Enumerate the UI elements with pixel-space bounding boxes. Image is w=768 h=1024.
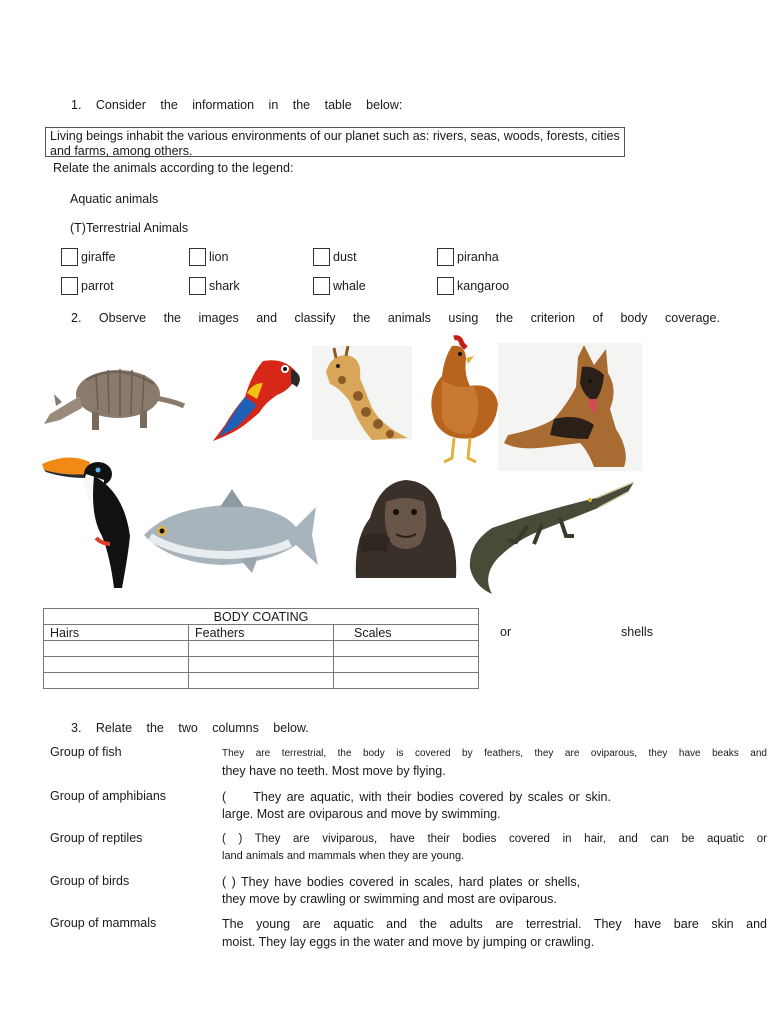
relate-instruction: Relate the animals according to the legend:	[53, 161, 294, 175]
description-1-line-2: they have no teeth. Most move by flying.	[222, 764, 446, 778]
checkbox-item[interactable]: parrot	[61, 277, 114, 295]
checkbox-item[interactable]: lion	[189, 248, 228, 266]
column-header-hairs: Hairs	[44, 625, 189, 641]
column-header-feathers: Feathers	[189, 625, 334, 641]
toucan-image	[38, 452, 138, 592]
question-1-title: 1. Consider the information in the table below:	[71, 98, 403, 112]
checkbox[interactable]	[61, 248, 78, 266]
group-mammals: Group of mammals	[50, 916, 157, 930]
description-1-line-1: They are terrestrial, the body is covered by feathers, they are oviparous, they have beaks and	[222, 748, 767, 759]
fish-image	[140, 485, 320, 575]
checkbox-item[interactable]: giraffe	[61, 248, 116, 266]
group-birds: Group of birds	[50, 874, 130, 888]
checkbox[interactable]	[189, 248, 206, 266]
chimpanzee-image	[350, 478, 460, 578]
checkbox-item[interactable]: kangaroo	[437, 277, 509, 295]
table-title: BODY COATING	[44, 609, 479, 625]
table-cell[interactable]	[334, 673, 479, 689]
description-4-line-1: ( ) They have bodies covered in scales, hard plates or shells,	[222, 875, 581, 889]
table-cell[interactable]	[189, 657, 334, 673]
chicken-image	[414, 334, 500, 464]
description-4-line-2: they move by crawling or swimming and most are oviparous.	[222, 892, 557, 906]
or-text: or	[500, 625, 512, 639]
checkbox[interactable]	[313, 277, 330, 295]
description-3-line-1: ( ) They are viviparous, have their bodies covered in hair, and can be aquatic or	[222, 833, 767, 845]
table-header-row	[44, 609, 479, 625]
group-reptiles: Group of reptiles	[50, 831, 143, 845]
checkbox[interactable]	[189, 277, 206, 295]
description-5-line-1: The young are aquatic and the adults are terrestrial. They have bare skin and	[222, 917, 767, 931]
table-cell[interactable]	[44, 673, 189, 689]
description-2-line-2: large. Most are oviparous and move by swimming.	[222, 807, 501, 821]
group-fish: Group of fish	[50, 745, 122, 759]
dog-image	[498, 343, 642, 471]
parrot-image	[205, 353, 305, 443]
checkbox-item[interactable]: whale	[313, 277, 366, 295]
description-2-line-1: ( They are aquatic, with their bodies covered by scales or skin.	[222, 790, 611, 804]
table-row	[44, 673, 479, 689]
table-cell[interactable]	[189, 673, 334, 689]
table-cell[interactable]	[189, 641, 334, 657]
table-row	[44, 641, 479, 657]
column-header-scales: Scales	[334, 625, 479, 641]
description-5-line-2: moist. They lay eggs in the water and move by jumping or crawling.	[222, 935, 595, 949]
group-amphibians: Group of amphibians	[50, 789, 167, 803]
table-cell[interactable]	[334, 641, 479, 657]
question-3-title: 3. Relate the two columns below.	[71, 721, 309, 735]
legend-terrestrial: (T)Terrestrial Animals	[70, 221, 189, 235]
giraffe-image	[312, 346, 412, 440]
table-cell[interactable]	[44, 641, 189, 657]
checkbox[interactable]	[437, 248, 454, 266]
info-box: Living beings inhabit the various environments of our planet such as: rivers, seas, woods, forests, cities and farms, among others.	[45, 127, 625, 157]
checkbox-item[interactable]: shark	[189, 277, 240, 295]
table-cell[interactable]	[44, 657, 189, 673]
legend-aquatic: Aquatic animals	[70, 192, 159, 206]
question-2-title: 2. Observe the images and classify the animals using the criterion of body coverage.	[71, 311, 720, 325]
table-row	[44, 625, 479, 641]
checkbox[interactable]	[313, 248, 330, 266]
shells-text: shells	[621, 625, 653, 639]
body-coating-table	[43, 608, 479, 689]
description-3-line-2: land animals and mammals when they are young.	[222, 850, 465, 862]
table-cell[interactable]	[334, 657, 479, 673]
checkbox[interactable]	[61, 277, 78, 295]
armadillo-image	[36, 358, 186, 438]
checkbox[interactable]	[437, 277, 454, 295]
checkbox-item[interactable]: dust	[313, 248, 357, 266]
table-row	[44, 657, 479, 673]
crocodile-image	[462, 478, 637, 598]
checkbox-item[interactable]: piranha	[437, 248, 499, 266]
